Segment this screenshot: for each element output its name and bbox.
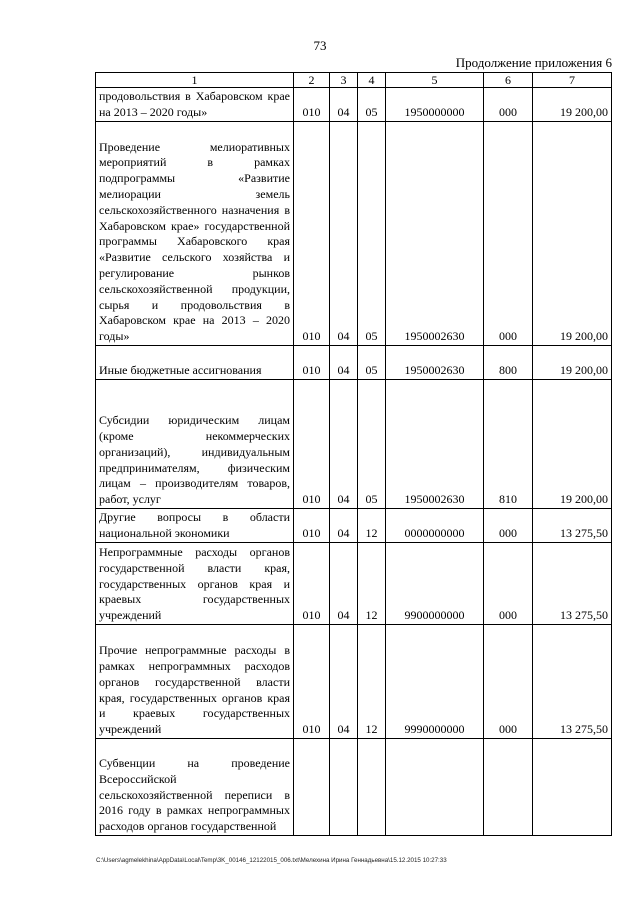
row-amount: 19 200,00 xyxy=(533,88,612,122)
table-row xyxy=(96,509,612,543)
row-name: Другие вопросы в области национальной экономики xyxy=(96,509,294,543)
row-code-3: 04 xyxy=(330,346,358,380)
header-col-1: 1 xyxy=(96,73,294,88)
table-row xyxy=(96,346,612,380)
row-name: Прочие непрограммные расходы в рамках непрограммных расходов органов государственной власти края, государственных органов края и краевых государственных учреждений xyxy=(96,625,294,739)
row-code-2 xyxy=(294,739,330,836)
header-col-4: 4 xyxy=(358,73,386,88)
header-col-2: 2 xyxy=(294,73,330,88)
row-amount: 13 275,50 xyxy=(533,543,612,625)
row-name: Субсидии юридическим лицам (кроме некоммерческих организаций), индивидуальным предпринимателям, физическим лицам – производителям товаров, работ, услуг xyxy=(96,380,294,509)
table-row xyxy=(96,739,612,836)
row-code-6: 000 xyxy=(484,543,533,625)
row-name: Субвенции на проведение Всероссийской сельскохозяйственной переписи в 2016 году в рамках непрограммных расходов органов государственной xyxy=(96,739,294,836)
header-col-7: 7 xyxy=(533,73,612,88)
table-header-row xyxy=(96,73,612,88)
row-code-2: 010 xyxy=(294,122,330,346)
row-code-3 xyxy=(330,739,358,836)
row-code-6: 000 xyxy=(484,88,533,122)
row-amount: 19 200,00 xyxy=(533,346,612,380)
row-code-6: 800 xyxy=(484,346,533,380)
row-code-5: 9990000000 xyxy=(386,625,484,739)
row-code-4: 05 xyxy=(358,88,386,122)
table-row xyxy=(96,543,612,625)
row-name: Иные бюджетные ассигнования xyxy=(96,346,294,380)
row-code-4: 05 xyxy=(358,346,386,380)
row-amount: 13 275,50 xyxy=(533,625,612,739)
row-code-2: 010 xyxy=(294,625,330,739)
header-col-6: 6 xyxy=(484,73,533,88)
row-code-4: 12 xyxy=(358,543,386,625)
row-code-3: 04 xyxy=(330,88,358,122)
row-amount: 19 200,00 xyxy=(533,122,612,346)
row-code-6 xyxy=(484,739,533,836)
row-code-4: 05 xyxy=(358,122,386,346)
row-code-3: 04 xyxy=(330,509,358,543)
row-code-5: 9900000000 xyxy=(386,543,484,625)
page-number: 73 xyxy=(313,38,327,53)
table-row xyxy=(96,122,612,346)
row-code-5: 1950002630 xyxy=(386,346,484,380)
row-code-2: 010 xyxy=(294,346,330,380)
row-name: продовольствия в Хабаровском крае на 2013 – 2020 годы» xyxy=(96,88,294,122)
footer-file-path: C:\Users\agmelekhina\AppData\Local\Temp\3K_00146_12122015_006.txt\Мелехина Ирина Геннадьевна\15.12.2015 10:27:33 xyxy=(96,857,447,864)
row-code-4: 12 xyxy=(358,509,386,543)
continuation-label: Продолжение приложения 6 xyxy=(455,55,612,70)
header-col-3: 3 xyxy=(330,73,358,88)
row-code-6: 000 xyxy=(484,509,533,543)
row-name: Непрограммные расходы органов государственной власти края, государственных органов края и краевых государственных учреждений xyxy=(96,543,294,625)
row-code-4: 05 xyxy=(358,380,386,509)
row-code-3: 04 xyxy=(330,625,358,739)
row-code-3: 04 xyxy=(330,122,358,346)
row-amount: 13 275,50 xyxy=(533,509,612,543)
table-row xyxy=(96,380,612,509)
row-code-2: 010 xyxy=(294,380,330,509)
row-code-2: 010 xyxy=(294,543,330,625)
row-code-5: 0000000000 xyxy=(386,509,484,543)
row-code-2: 010 xyxy=(294,509,330,543)
row-code-6: 810 xyxy=(484,380,533,509)
row-amount: 19 200,00 xyxy=(533,380,612,509)
row-code-4 xyxy=(358,739,386,836)
table-row xyxy=(96,88,612,122)
row-code-3: 04 xyxy=(330,380,358,509)
row-code-5 xyxy=(386,739,484,836)
row-code-5: 1950000000 xyxy=(386,88,484,122)
table-row xyxy=(96,625,612,739)
row-code-3: 04 xyxy=(330,543,358,625)
row-name: Проведение мелиоративных мероприятий в рамках подпрограммы «Развитие мелиорации земель сельскохозяйственного назначения в Хабаровском крае» государственной программы Хабаровского края «Развитие сельского хозяйства и регулирование рынков сельскохозяйственной продукции, сырья и продовольствия в Хабаровском крае на 2013 – 2020 годы» xyxy=(96,122,294,346)
row-code-4: 12 xyxy=(358,625,386,739)
row-amount xyxy=(533,739,612,836)
row-code-5: 1950002630 xyxy=(386,380,484,509)
row-code-5: 1950002630 xyxy=(386,122,484,346)
budget-table xyxy=(95,72,612,836)
header-col-5: 5 xyxy=(386,73,484,88)
row-code-6: 000 xyxy=(484,122,533,346)
row-code-6: 000 xyxy=(484,625,533,739)
row-code-2: 010 xyxy=(294,88,330,122)
